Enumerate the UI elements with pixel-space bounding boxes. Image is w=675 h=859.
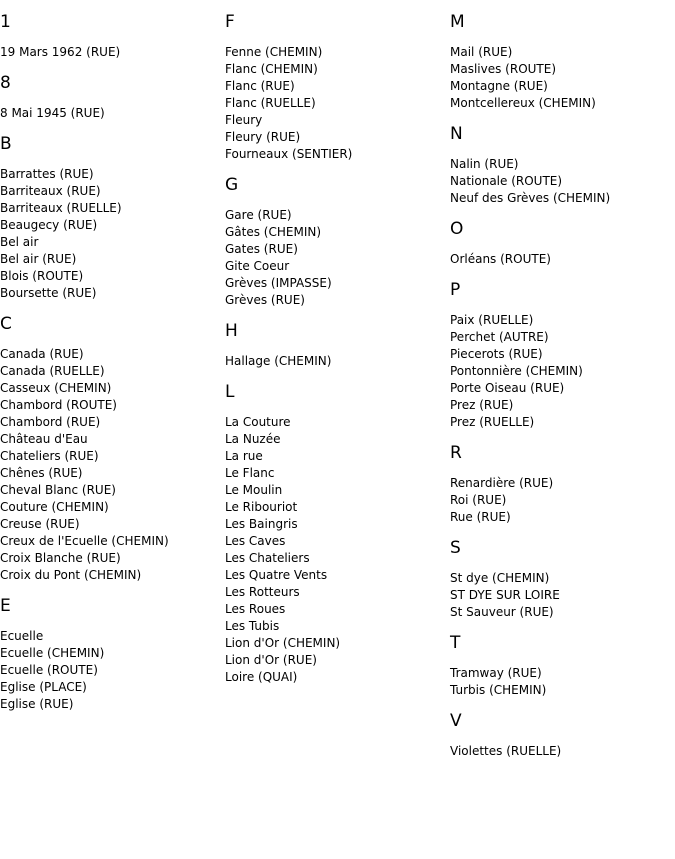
street-entry: Le Flanc: [225, 466, 275, 480]
street-entry: Montcellereux (CHEMIN): [450, 96, 596, 110]
letter-heading: R: [450, 443, 462, 463]
street-entry: Chambord (RUE): [0, 415, 101, 429]
street-entry: Barrattes (RUE): [0, 167, 94, 181]
street-entry: Hallage (CHEMIN): [225, 354, 332, 368]
street-entry: Loire (QUAI): [225, 670, 298, 684]
street-list: [225, 353, 450, 370]
letter-group: [0, 314, 225, 584]
street-entry: Les Roues: [225, 602, 286, 616]
letter-group: [0, 12, 225, 61]
letter-group: [0, 73, 225, 122]
letter-heading: F: [225, 12, 235, 32]
street-entry: Maslives (ROUTE): [450, 62, 557, 76]
letter-group: [450, 219, 675, 268]
street-entry: Gare (RUE): [225, 208, 292, 222]
street-list: [0, 44, 225, 61]
street-entry: Flanc (RUELLE): [225, 96, 316, 110]
street-entry: Chateliers (RUE): [0, 449, 99, 463]
street-entry: Fleury: [225, 113, 263, 127]
street-entry: Les Chateliers: [225, 551, 310, 565]
street-entry: Nalin (RUE): [450, 157, 519, 171]
street-entry: Croix Blanche (RUE): [0, 551, 121, 565]
street-list: [450, 475, 675, 526]
letter-group: [225, 12, 450, 163]
letter-heading: 8: [0, 73, 11, 93]
street-entry: Grèves (IMPASSE): [225, 276, 332, 290]
letter-group: [450, 124, 675, 207]
street-list: [225, 414, 450, 686]
street-entry: Ecuelle: [0, 629, 44, 643]
letter-heading: E: [0, 596, 11, 616]
letter-heading: N: [450, 124, 463, 144]
street-entry: Fenne (CHEMIN): [225, 45, 323, 59]
street-entry: Lion d'Or (RUE): [225, 653, 317, 667]
street-entry: Renardière (RUE): [450, 476, 554, 490]
street-entry: Casseux (CHEMIN): [0, 381, 112, 395]
street-entry: La rue: [225, 449, 263, 463]
street-entry: Blois (ROUTE): [0, 269, 84, 283]
street-entry: Chênes (RUE): [0, 466, 83, 480]
street-entry: ST DYE SUR LOIRE: [450, 588, 560, 602]
letter-group: [450, 711, 675, 760]
street-entry: Beaugecy (RUE): [0, 218, 98, 232]
letter-group: [450, 538, 675, 621]
street-entry: Les Quatre Vents: [225, 568, 328, 582]
street-entry: Gates (RUE): [225, 242, 298, 256]
letter-heading: 1: [0, 12, 11, 32]
letter-heading: B: [0, 134, 12, 154]
index-column: [0, 0, 225, 713]
street-entry: Cheval Blanc (RUE): [0, 483, 116, 497]
street-entry: Croix du Pont (CHEMIN): [0, 568, 142, 582]
street-entry: Barriteaux (RUELLE): [0, 201, 122, 215]
letter-group: [450, 280, 675, 431]
street-list: [450, 743, 675, 760]
street-entry: Creuse (RUE): [0, 517, 80, 531]
street-entry: Prez (RUELLE): [450, 415, 535, 429]
street-list: [0, 166, 225, 302]
street-entry: Orléans (ROUTE): [450, 252, 551, 266]
letter-heading: O: [450, 219, 464, 239]
letter-group: [225, 175, 450, 309]
street-entry: Turbis (CHEMIN): [450, 683, 547, 697]
street-entry: Ecuelle (ROUTE): [0, 663, 98, 677]
street-list: [450, 44, 675, 112]
index-column: [450, 0, 675, 760]
letter-heading: L: [225, 382, 235, 402]
street-list: [450, 156, 675, 207]
letter-heading: M: [450, 12, 465, 32]
street-entry: Le Ribouriot: [225, 500, 298, 514]
street-entry: Les Tubis: [225, 619, 280, 633]
street-entry: St Sauveur (RUE): [450, 605, 554, 619]
letter-group: [450, 12, 675, 112]
street-entry: Château d'Eau: [0, 432, 88, 446]
letter-heading: P: [450, 280, 461, 300]
letter-group: [450, 633, 675, 699]
street-entry: Perchet (AUTRE): [450, 330, 549, 344]
street-entry: Gâtes (CHEMIN): [225, 225, 322, 239]
street-entry: Fleury (RUE): [225, 130, 301, 144]
street-entry: Fourneaux (SENTIER): [225, 147, 353, 161]
street-entry: Boursette (RUE): [0, 286, 97, 300]
street-entry: Paix (RUELLE): [450, 313, 534, 327]
street-entry: Piecerots (RUE): [450, 347, 543, 361]
letter-group: [450, 443, 675, 526]
street-entry: 8 Mai 1945 (RUE): [0, 106, 105, 120]
letter-group: [0, 596, 225, 713]
street-entry: Lion d'Or (CHEMIN): [225, 636, 341, 650]
letter-heading: S: [450, 538, 461, 558]
letter-group: [0, 134, 225, 302]
street-list: [0, 628, 225, 713]
street-entry: Canada (RUELLE): [0, 364, 105, 378]
street-entry: Mail (RUE): [450, 45, 513, 59]
street-list: [450, 570, 675, 621]
street-entry: Bel air (RUE): [0, 252, 77, 266]
street-list: [450, 312, 675, 431]
street-entry: Les Rotteurs: [225, 585, 300, 599]
letter-heading: V: [450, 711, 462, 731]
street-entry: Violettes (RUELLE): [450, 744, 562, 758]
street-entry: Flanc (CHEMIN): [225, 62, 318, 76]
street-entry: Eglise (RUE): [0, 697, 74, 711]
street-entry: Tramway (RUE): [450, 666, 542, 680]
street-entry: Pontonnière (CHEMIN): [450, 364, 583, 378]
street-entry: Rue (RUE): [450, 510, 511, 524]
street-entry: Montagne (RUE): [450, 79, 548, 93]
letter-heading: T: [450, 633, 461, 653]
street-entry: Grèves (RUE): [225, 293, 305, 307]
street-entry: Porte Oiseau (RUE): [450, 381, 565, 395]
street-entry: Eglise (PLACE): [0, 680, 87, 694]
street-entry: Nationale (ROUTE): [450, 174, 563, 188]
street-list: [225, 44, 450, 163]
street-entry: Ecuelle (CHEMIN): [0, 646, 105, 660]
street-entry: Neuf des Grèves (CHEMIN): [450, 191, 611, 205]
street-entry: Barriteaux (RUE): [0, 184, 101, 198]
letter-heading: C: [0, 314, 12, 334]
street-list: [450, 665, 675, 699]
street-entry: Flanc (RUE): [225, 79, 295, 93]
street-entry: 19 Mars 1962 (RUE): [0, 45, 121, 59]
street-entry: Les Caves: [225, 534, 286, 548]
street-entry: Bel air: [0, 235, 39, 249]
letter-heading: H: [225, 321, 238, 341]
street-entry: Creux de l'Ecuelle (CHEMIN): [0, 534, 169, 548]
street-entry: Canada (RUE): [0, 347, 84, 361]
street-list: [450, 251, 675, 268]
street-entry: Gite Coeur: [225, 259, 290, 273]
street-list: [0, 105, 225, 122]
street-entry: La Nuzée: [225, 432, 281, 446]
street-entry: Couture (CHEMIN): [0, 500, 109, 514]
letter-heading: G: [225, 175, 239, 195]
street-list: [225, 207, 450, 309]
street-entry: La Couture: [225, 415, 291, 429]
street-entry: Le Moulin: [225, 483, 283, 497]
street-entry: Prez (RUE): [450, 398, 514, 412]
street-list: [0, 346, 225, 584]
index-column: [225, 0, 450, 686]
street-entry: St dye (CHEMIN): [450, 571, 550, 585]
street-entry: Roi (RUE): [450, 493, 507, 507]
letter-group: [225, 382, 450, 686]
letter-group: [225, 321, 450, 370]
street-entry: Chambord (ROUTE): [0, 398, 117, 412]
street-entry: Les Baingris: [225, 517, 298, 531]
